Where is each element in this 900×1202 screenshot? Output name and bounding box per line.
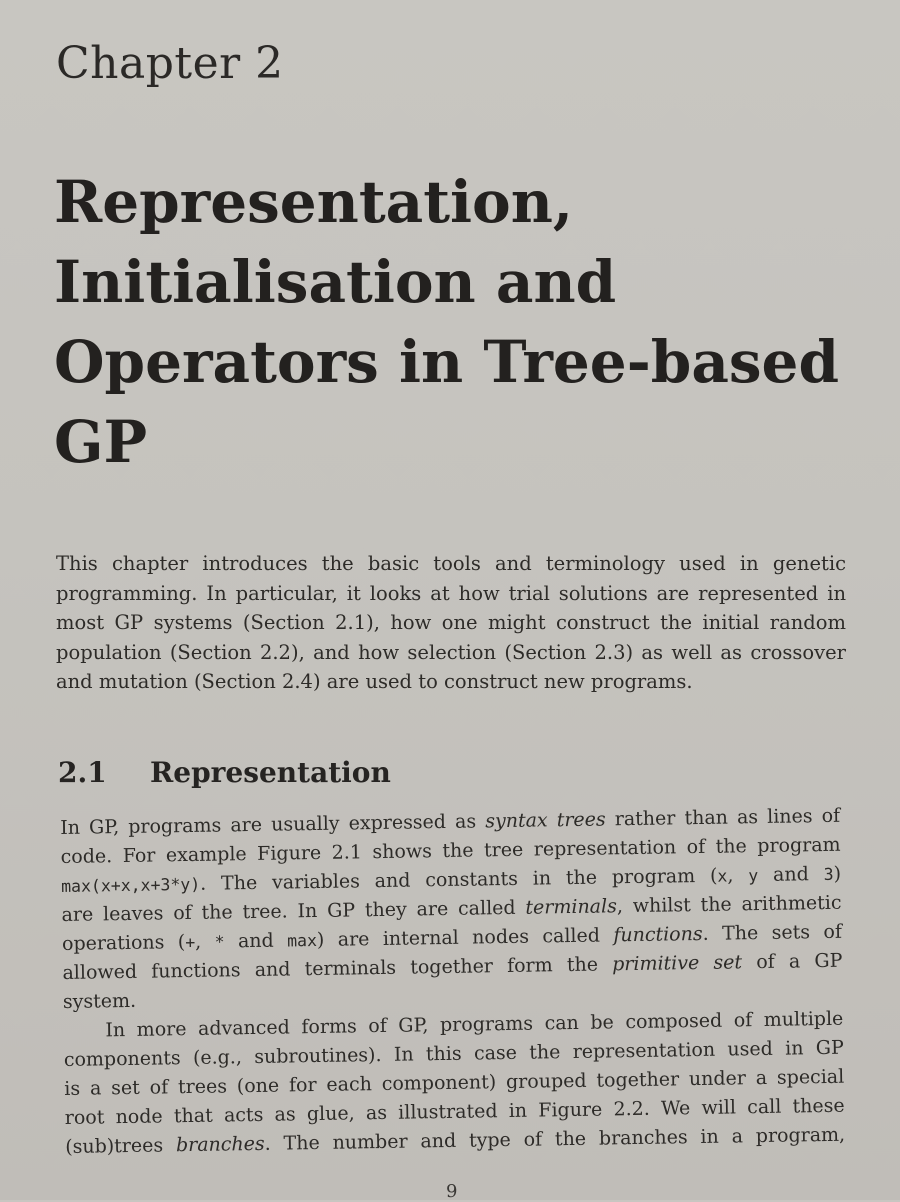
chapter-title-line: Representation, (54, 168, 574, 236)
text-run: , (727, 864, 749, 887)
body-line: system. (62, 989, 137, 1013)
text-run: . The variables and constants in the program ( (200, 864, 718, 895)
emphasis-term: terminals (525, 895, 618, 919)
chapter-title (54, 162, 854, 482)
body-line: In more advanced forms of GP, programs can be composed of multiple (105, 1007, 844, 1042)
code-token: x (717, 866, 728, 886)
text-run: , (195, 930, 215, 953)
text-run: In GP, programs are usually expressed as (60, 810, 486, 839)
code-token: y (748, 866, 759, 886)
emphasis-term: functions (613, 922, 703, 947)
body-line: code. For example Figure 2.1 shows the tree representation of the program (60, 833, 841, 868)
text-run: ) (833, 862, 842, 885)
body-line: root node that acts as glue, as illustrated in Figure 2.2. We will call these (64, 1094, 845, 1129)
page-number: 9 (446, 1181, 458, 1202)
section-body (60, 802, 845, 1162)
chapter-title-line: GP (54, 408, 148, 476)
text-run: , whilst the arithmetic (616, 891, 842, 918)
section-number: 2.1 (58, 756, 107, 789)
text-run: are leaves of the tree. In GP they are called (61, 896, 526, 926)
text-run: allowed functions and terminals together form the (62, 953, 613, 984)
text-run: rather than as lines of (605, 804, 841, 831)
intro-line: most GP systems (Section 2.1), how one might construct the initial random (56, 611, 846, 634)
body-line: components (e.g., subroutines). In this case the representation used in GP (63, 1036, 844, 1071)
text-run: ) are internal nodes called (316, 924, 614, 951)
chapter-title-line: Operators in Tree-based (54, 328, 840, 396)
text-run: . The sets of (702, 920, 843, 945)
text-run: operations ( (61, 931, 186, 955)
text-run: . The number and type of the branches in a program, (264, 1123, 846, 1155)
body-line: is a set of trees (one for each component) grouped together under a special (64, 1065, 845, 1100)
intro-line: and mutation (Section 2.4) are used to construct new programs. (56, 670, 693, 693)
code-token: 3 (823, 864, 834, 885)
intro-line: population (Section 2.2), and how selection (Section 2.3) as well as crossover (56, 640, 846, 664)
code-token: * (214, 932, 225, 952)
emphasis-term: primitive set (611, 951, 743, 976)
intro-line: This chapter introduces the basic tools and terminology used in genetic (56, 552, 846, 575)
intro-line: programming. In particular, it looks at how trial solutions are represented in (56, 581, 846, 605)
code-expression: max(x+x,x+3*y) (60, 874, 201, 896)
code-token: max (287, 930, 318, 951)
text-run: and (758, 863, 824, 887)
chapter-title-line: Initialisation and (54, 248, 617, 316)
code-token: + (185, 932, 196, 953)
chapter-label: Chapter 2 (56, 38, 284, 89)
text-run: and (224, 929, 288, 953)
chapter-introduction (56, 549, 846, 697)
emphasis-term: branches (175, 1132, 265, 1157)
section-title: Representation (150, 756, 391, 789)
text-run: (sub)trees (65, 1134, 177, 1158)
text-run: of a GP (741, 949, 843, 974)
section-heading (58, 756, 391, 789)
emphasis-term: syntax trees (485, 808, 606, 833)
